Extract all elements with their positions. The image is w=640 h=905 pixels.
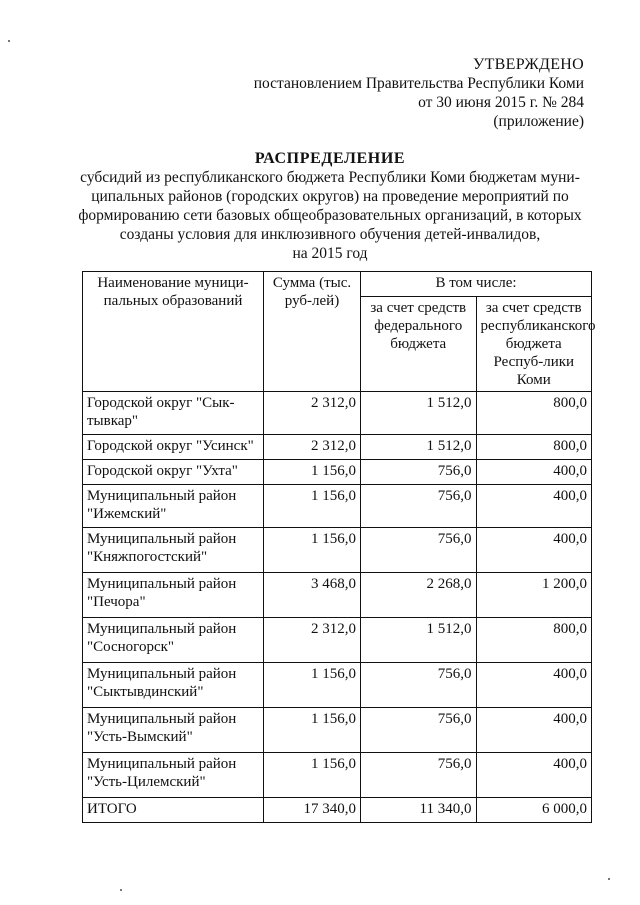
document-subtitle [60, 168, 600, 263]
header-including: В том числе: [361, 272, 592, 297]
subtitle-line: на 2015 год [292, 245, 368, 262]
cell-federal: 756,0 [361, 753, 477, 798]
table-row [83, 708, 592, 753]
table-row [83, 753, 592, 798]
cell-name: Городской округ "Усинск" [83, 435, 264, 460]
table-row [83, 663, 592, 708]
cell-sum: 1 156,0 [264, 528, 361, 573]
cell-republic: 1 200,0 [476, 573, 592, 618]
table-row [83, 485, 592, 528]
cell-total-sum: 17 340,0 [264, 798, 361, 823]
table-total-row [83, 798, 592, 823]
approval-stamp [254, 55, 584, 131]
cell-total-label: ИТОГО [83, 798, 264, 823]
table-row [83, 618, 592, 663]
cell-federal: 2 268,0 [361, 573, 477, 618]
header-name: Наименование муници-пальных образований [83, 272, 264, 392]
scan-speck [8, 40, 10, 42]
cell-name: Городской округ "Ухта" [83, 460, 264, 485]
cell-sum: 2 312,0 [264, 435, 361, 460]
cell-sum: 1 156,0 [264, 753, 361, 798]
subtitle-line: субсидий из республиканского бюджета Республики Коми бюджетам муни- [80, 169, 580, 186]
cell-sum: 2 312,0 [264, 392, 361, 435]
cell-sum: 1 156,0 [264, 460, 361, 485]
cell-federal: 1 512,0 [361, 392, 477, 435]
cell-name: Муниципальный район "Усть-Вымский" [83, 708, 264, 753]
subtitle-line: ципальных районов (городских округов) на проведение мероприятий по [91, 188, 569, 205]
cell-republic: 400,0 [476, 460, 592, 485]
cell-sum: 1 156,0 [264, 663, 361, 708]
cell-total-federal: 11 340,0 [361, 798, 477, 823]
table-row [83, 435, 592, 460]
header-federal: за счет средств федерального бюджета [361, 297, 477, 392]
table-row [83, 460, 592, 485]
cell-republic: 800,0 [476, 392, 592, 435]
cell-republic: 400,0 [476, 753, 592, 798]
cell-federal: 756,0 [361, 528, 477, 573]
header-republic: за счет средств республиканского бюджета Респуб-лики Коми [476, 297, 592, 392]
cell-federal: 756,0 [361, 485, 477, 528]
cell-federal: 1 512,0 [361, 435, 477, 460]
cell-sum: 1 156,0 [264, 485, 361, 528]
document-title: РАСПРЕДЕЛЕНИЕ [254, 150, 406, 167]
cell-name: Муниципальный район "Княжпогостский" [83, 528, 264, 573]
approval-title: УТВЕРЖДЕНО [472, 56, 584, 73]
table-row [83, 392, 592, 435]
cell-republic: 800,0 [476, 618, 592, 663]
cell-name: Муниципальный район "Сыктывдинский" [83, 663, 264, 708]
approval-line-1: постановлением Правительства Республики Коми [253, 75, 584, 92]
cell-sum: 3 468,0 [264, 573, 361, 618]
scan-speck [608, 878, 610, 880]
cell-republic: 400,0 [476, 528, 592, 573]
subtitle-line: созданы условия для инклюзивного обучения детей-инвалидов, [119, 226, 541, 243]
table-row [83, 573, 592, 618]
cell-federal: 1 512,0 [361, 618, 477, 663]
cell-sum: 2 312,0 [264, 618, 361, 663]
header-sum: Сумма (тыс. руб-лей) [264, 272, 361, 392]
table-row [83, 528, 592, 573]
cell-republic: 800,0 [476, 435, 592, 460]
cell-republic: 400,0 [476, 485, 592, 528]
cell-name: Муниципальный район "Печора" [83, 573, 264, 618]
cell-name: Муниципальный район "Ижемский" [83, 485, 264, 528]
cell-federal: 756,0 [361, 460, 477, 485]
cell-federal: 756,0 [361, 708, 477, 753]
subtitle-line: формированию сети базовых общеобразовательных организаций, в которых [78, 207, 582, 224]
cell-sum: 1 156,0 [264, 708, 361, 753]
distribution-table [82, 271, 596, 823]
cell-federal: 756,0 [361, 663, 477, 708]
cell-name: Городской округ "Сык-тывкар" [83, 392, 264, 435]
approval-line-2: от 30 июня 2015 г. № 284 [418, 94, 584, 111]
cell-total-republic: 6 000,0 [476, 798, 592, 823]
cell-name: Муниципальный район "Усть-Цилемский" [83, 753, 264, 798]
cell-republic: 400,0 [476, 708, 592, 753]
cell-name: Муниципальный район "Сосногорск" [83, 618, 264, 663]
scan-speck [120, 889, 122, 891]
approval-line-3: (приложение) [493, 113, 584, 130]
cell-republic: 400,0 [476, 663, 592, 708]
